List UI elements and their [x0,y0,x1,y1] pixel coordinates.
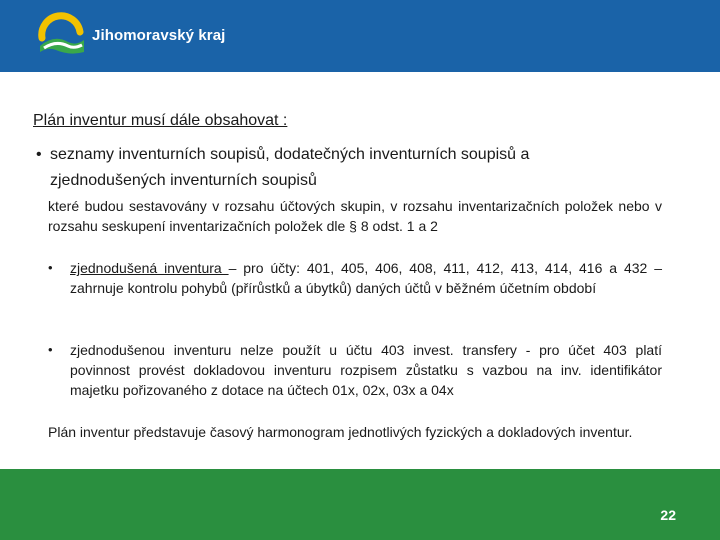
header-bar [0,0,720,72]
slide-title: Plán inventur musí dále obsahovat : [33,112,288,129]
paragraph-scope: které budou sestavovány v rozsahu účtových skupin, v rozsahu inventarizačních položek nebo v rozsahu seskupení inventarizačních položek dle § 8 odst. 1 a 2 [48,198,662,234]
brand-name: Jihomoravský kraj [92,27,226,44]
bullet-icon: • [48,342,53,357]
page-number: 22 [660,507,676,523]
main-bullet-line1: seznamy inventurních soupisů, dodatečných inventurních soupisů a [50,146,530,163]
main-bullet-line2: zjednodušených inventurních soupisů [50,172,317,189]
sub-bullet-transfers [48,340,662,400]
sub-bullet-simplified [48,258,662,298]
sub-bullet-rest: – pro účty: 401, 405, 406, 408, 411, 412, 413, 414, 416 a 432 – zahrnuje kontrolu pohybů (přírůstků a úbytků) daných účtů v běžném účetním období [70,260,662,296]
sub-bullet-text [70,258,662,298]
footer-bar [0,469,720,540]
paragraph-schedule: Plán inventur představuje časový harmonogram jednotlivých fyzických a dokladových inventur. [48,424,633,440]
sub-bullet-text: zjednodušenou inventuru nelze použít u účtu 403 invest. transfery - pro účet 403 platí povinnost provést dokladovou inventuru rozpisem zůstatku s vazbou na inv. identifikátor majetku pořizovaného z dotace na účtech 01x, 02x, 03x a 04x [70,342,662,398]
main-bullet [36,142,676,194]
underlined-term: zjednodušená inventura [70,260,229,276]
jmk-logo-icon [36,12,86,56]
bullet-icon: • [36,146,42,163]
bullet-icon: • [48,260,53,275]
